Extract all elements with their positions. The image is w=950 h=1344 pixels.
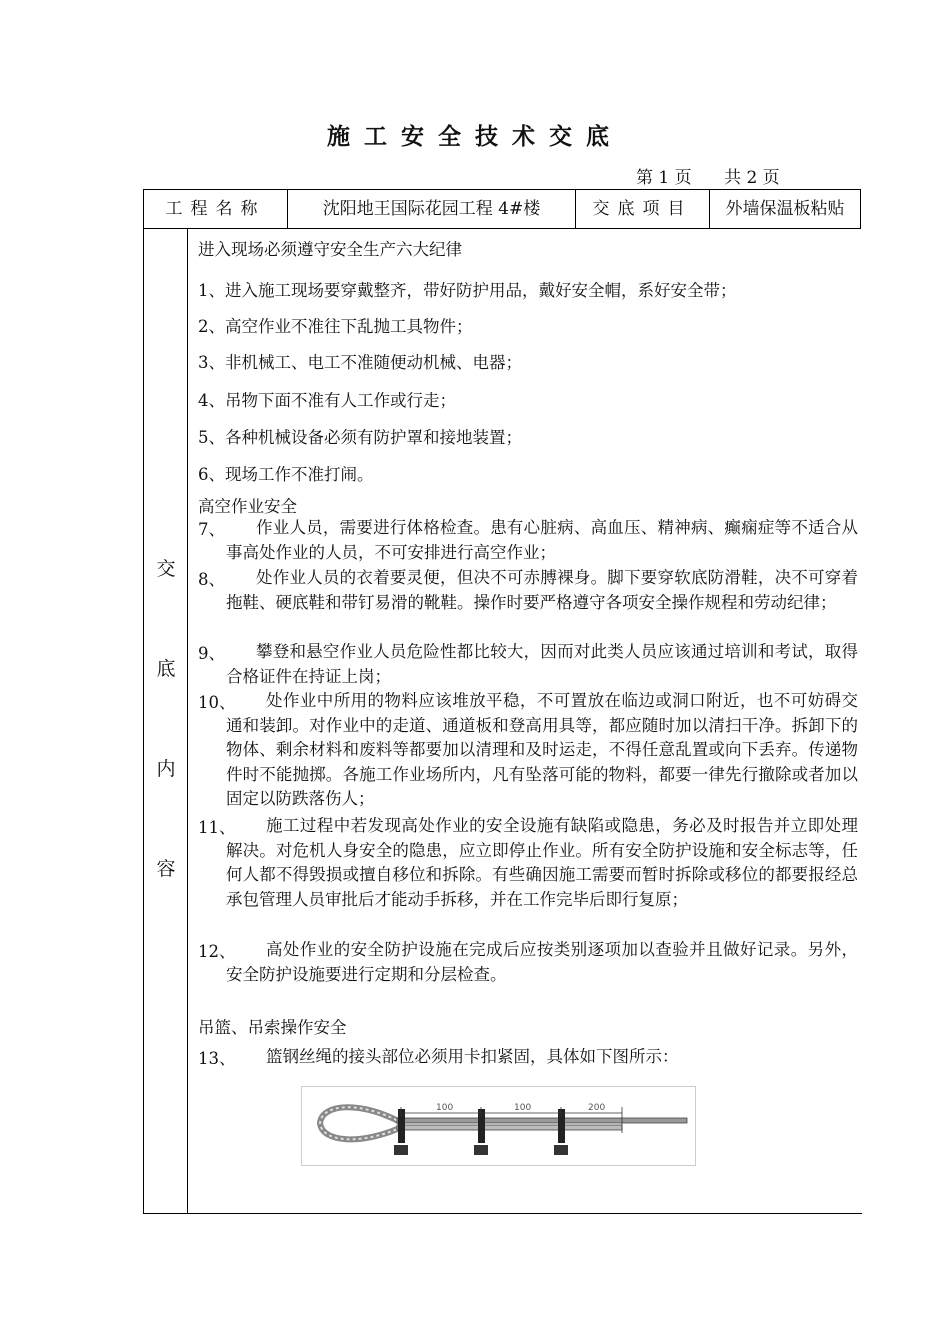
discipline-item: 6、现场工作不准打闹。 [198, 465, 374, 484]
rope-loop [320, 1107, 402, 1139]
side-label-char: 容 [156, 858, 176, 880]
discipline-item: 1、进入施工现场要穿戴整齐，带好防护用品，戴好安全帽，系好安全带； [198, 281, 737, 300]
item-number: 7、 [198, 520, 225, 539]
dimension-label: 200 [588, 1103, 606, 1113]
item-text: 攀登和悬空作业人员危险性都比较大，因而对此类人员应该通过培训和考试，取得合格证件在持证上岗； [226, 642, 858, 686]
page-info [636, 163, 780, 188]
discipline-item: 2、高空作业不准往下乱抛工具物件； [198, 317, 473, 336]
wire-rope-clamp-drawing [302, 1087, 695, 1165]
page-total: 共 2 页 [724, 168, 780, 188]
safety-item [198, 938, 858, 987]
briefing-item-value: 外墙保温板粘贴 [725, 199, 845, 219]
section-heading: 高空作业安全 [198, 497, 297, 516]
dimension-label: 100 [514, 1103, 532, 1113]
item-number: 8、 [198, 570, 225, 589]
safety-item [198, 516, 858, 565]
item-text: 作业人员，需要进行体格检查。患有心脏病、高血压、精神病、癫痫症等不适合从事高处作业的人员，不可安排进行高空作业； [226, 518, 858, 562]
item-number: 13、 [198, 1049, 236, 1068]
project-name-label: 工程名称 [144, 190, 288, 228]
briefing-item-label: 交底项目 [576, 190, 710, 228]
safety-item [198, 640, 858, 689]
item-text: 篮钢丝绳的接头部位必须用卡扣紧固，具体如下图所示： [266, 1047, 679, 1066]
discipline-item: 3、非机械工、电工不准随便动机械、电器； [198, 353, 522, 372]
item-number: 10、 [198, 693, 236, 712]
page-number: 第 1 页 [636, 168, 692, 188]
item-text: 处作业人员的衣着要灵便，但决不可赤膊裸身。脚下要穿软底防滑鞋，决不可穿着拖鞋、硬底鞋和带钉易滑的靴鞋。操作时要严格遵守各项安全操作规程和劳动纪律； [226, 568, 858, 612]
section-heading: 进入现场必须遵守安全生产六大纪律 [198, 240, 462, 259]
item-text: 施工过程中若发现高处作业的安全设施有缺陷或隐患，务必及时报告并立即处理解决。对危机人身安全的隐患，应立即停止作业。所有安全防护设施和安全标志等，任何人都不得毁损或擅自移位和拆除。有些确因施工需要而暂时拆除或移位的都要报经总承包管理人员审批后才能动手拆移，并在工作完毕后即行复原； [226, 816, 858, 909]
safety-item [198, 566, 858, 615]
document-title: 施工安全技术交底 [327, 123, 623, 150]
side-label-char: 交 [156, 558, 176, 580]
header-row [143, 189, 861, 229]
item-number: 12、 [198, 942, 236, 961]
rope-tail [397, 1125, 622, 1130]
side-label-column [144, 228, 188, 1213]
discipline-item: 4、吊物下面不准有人工作或行走； [198, 391, 456, 410]
item-text: 处作业中所用的物料应该堆放平稳，不可置放在临边或洞口附近，也不可妨碍交通和装卸。对作业中的走道、通道板和登高用具等，都应随时加以清扫干净。拆卸下的物体、剩余材料和废料等都要加以清理和及时运走，不得任意乱置或向下丢弃。传递物件时不能抛掷。各施工作业场所内，凡有坠落可能的物料，都要一律先行撤除或者加以固定以防跌落伤人； [226, 691, 858, 808]
safety-item [198, 814, 858, 912]
wire-rope-clamp-diagram [301, 1086, 696, 1166]
safety-item [198, 689, 858, 812]
rope-main [397, 1118, 687, 1123]
dimension-label: 100 [436, 1103, 454, 1113]
project-name-value: 沈阳地王国际花园工程 4#楼 [288, 190, 576, 228]
discipline-item: 5、各种机械设备必须有防护罩和接地装置； [198, 428, 522, 447]
item-number: 11、 [198, 818, 236, 837]
item-number: 9、 [198, 644, 225, 663]
side-label-char: 底 [156, 658, 176, 680]
safety-item [198, 1045, 858, 1070]
side-label-char: 内 [156, 758, 176, 780]
section-heading: 吊篮、吊索操作安全 [198, 1018, 347, 1037]
item-text: 高处作业的安全防护设施在完成后应按类别逐项加以查验并且做好记录。另外，安全防护设施要进行定期和分层检查。 [226, 940, 858, 984]
